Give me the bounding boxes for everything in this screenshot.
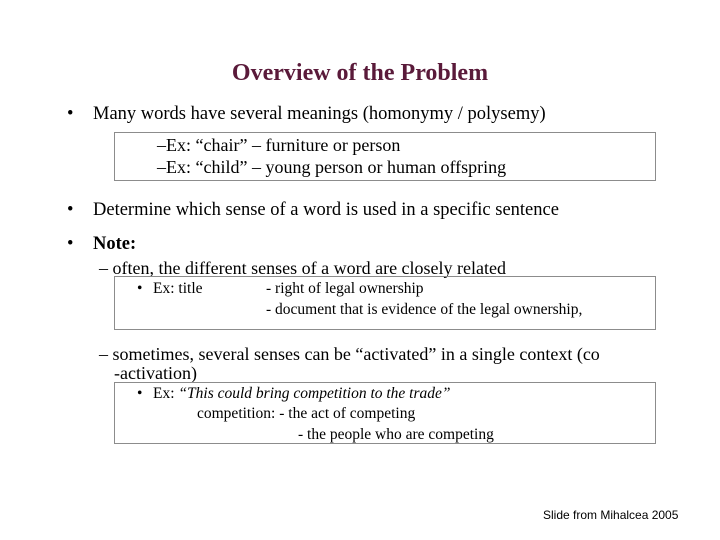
bullet-homonymy [67,104,546,125]
bullet-marker: • [67,200,74,220]
bullet-determine-sense [67,200,559,221]
slide-title: Overview of the Problem [231,60,489,86]
example-sentence: “This could bring competition to the trade” [178,385,451,402]
example-box-competition [114,382,656,444]
example-box-homonymy [114,132,656,181]
example-ex-label: Ex: [153,385,175,402]
bullet-note [67,234,136,255]
slide-credit: Slide from Mihalcea 2005 [543,508,679,522]
bullet-text: Note: [93,234,137,254]
sub-item-closely-related: – often, the different senses of a word are closely related [99,258,507,278]
example-title-text: Ex: title [153,280,203,297]
sub-bullet-marker: • [137,280,143,297]
bullet-text: Many words have several meanings (homonymy / polysemy) [93,104,546,124]
sub-item-activation-line1: – sometimes, several senses can be “activated” in a single context (co [99,344,600,364]
example-chair: –Ex: “chair” – furniture or person [157,135,401,155]
sense-document: - document that is evidence of the legal ownership, [266,301,583,318]
example-box-title [114,276,656,330]
example-title-label [137,280,203,298]
bullet-marker: • [67,104,74,124]
sense-act-of-competing: competition: - the act of competing [197,405,416,422]
bullet-marker: • [67,234,74,254]
sub-bullet-marker: • [137,385,143,402]
bullet-text: Determine which sense of a word is used in a specific sentence [93,200,559,220]
sub-item-activation-line2: -activation) [114,363,197,383]
example-competition-label [137,385,451,403]
sense-people-competing: - the people who are competing [298,426,494,443]
sense-right-ownership: - right of legal ownership [266,280,424,297]
example-child: –Ex: “child” – young person or human offspring [157,157,507,177]
